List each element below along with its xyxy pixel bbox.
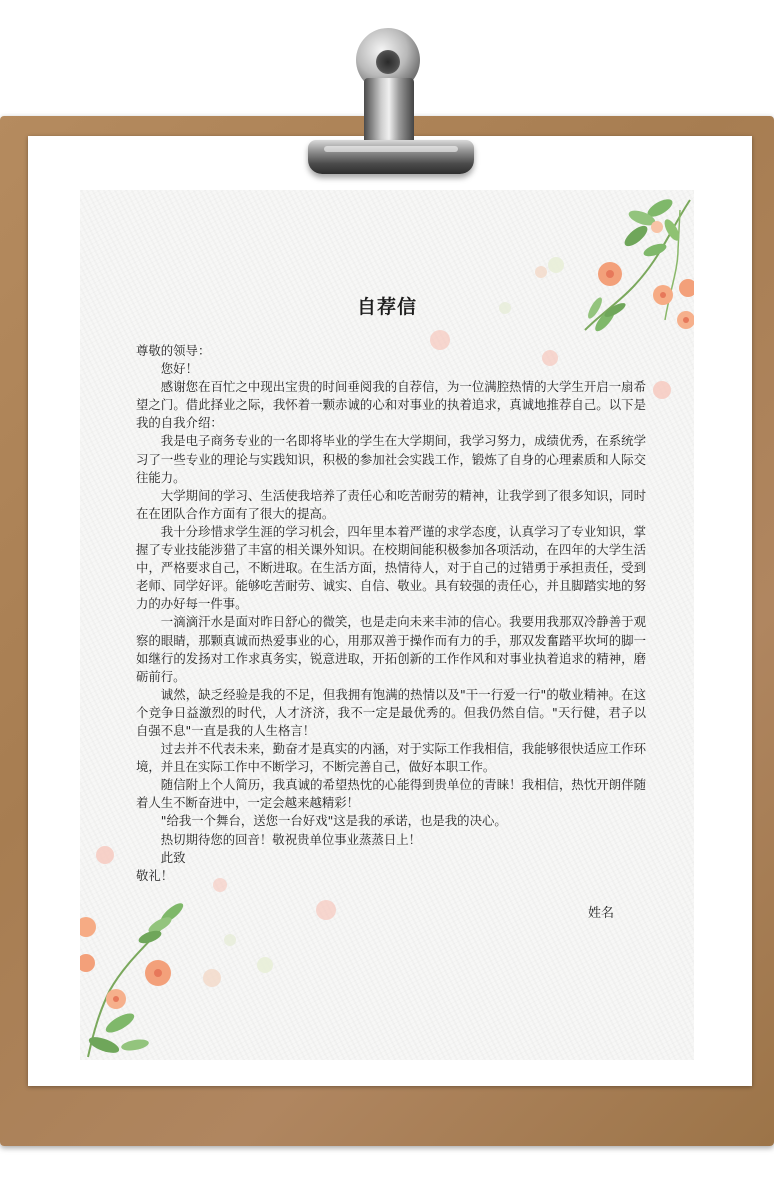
letter-title: 自荐信 xyxy=(356,296,417,318)
letter-body xyxy=(136,342,646,885)
signature: 姓名 xyxy=(588,906,615,921)
paragraph: 我是电子商务专业的一名即将毕业的学生在大学期间，我学习努力，成绩优秀，在系统学习了一些专业的理论与实践知识，积极的参加社会实践工作，锻炼了自身的心理素质和人际交往能力。 xyxy=(136,433,646,485)
binder-clip xyxy=(300,22,480,182)
flower-decoration-bottom-left xyxy=(80,895,190,1060)
paragraph: 一滴滴汗水是面对昨日舒心的微笑，也是走向未来丰沛的信心。我要用我那双冷静善于观察的眼睛，那颗真诚而热爱事业的心，用那双善于操作而有力的手，那双发奮踏平坎坷的脚一如继行的发扬对工作求真务实，锐意进取，开拓创新的工作作风和对事业执着追求的精神，磨砺前行。 xyxy=(136,614,646,684)
paragraph: 过去并不代表未来，勤奋才是真实的内涵，对于实际工作我相信，我能够很快适应工作环境，并且在实际工作中不断学习，不断完善自己，做好本职工作。 xyxy=(136,741,646,775)
paragraph: 感谢您在百忙之中现出宝贵的时间垂阅我的自荐信，为一位满腔热情的大学生开启一扇希望之门。借此择业之际，我怀着一颗赤诚的心和对事业的执着追求，真诚地推荐自己。以下是我的自我介绍： xyxy=(136,379,646,431)
paragraph: 大学期间的学习、生活使我培养了责任心和吃苦耐劳的精神，让我学到了很多知识，同时在在团队合作方面有了很大的提高。 xyxy=(136,487,646,521)
paragraph: 诚然，缺乏经验是我的不足，但我拥有饱满的热情以及"干一行爱一行"的敬业精神。在这个竞争日益激烈的时代，人才济济，我不一定是最优秀的。但我仍然自信。"天行健，君子以自强不息"一直是我的人生格言！ xyxy=(136,686,646,738)
paragraph: 此致 xyxy=(160,849,186,865)
salutation: 尊敬的领导： xyxy=(136,343,211,358)
paragraph: 我十分珍惜求学生涯的学习机会，四年里本着严谨的求学态度，认真学习了专业知识，掌握了专业技能涉猎了丰富的相关课外知识。在校期间能积极参加各项活动，在四年的大学生活中，严格要求自己，不断进取。在生活方面，热情待人，对于自己的过错勇于承担责任，受到老师、同学好评。能够吃苦耐劳、诚实、自信、敬业。具有较强的责任心，并且脚踏实地的努力的办好每一件事。 xyxy=(136,523,646,612)
greeting: 您好！ xyxy=(160,361,198,377)
clip-shine xyxy=(324,146,458,152)
paragraph: "给我一个舞台，送您一台好戏"这是我的承诺，也是我的决心。 xyxy=(160,813,507,829)
closing: 敬礼！ xyxy=(136,867,174,883)
paragraph: 热切期待您的回音！敬祝贵单位事业蒸蒸日上！ xyxy=(160,831,421,847)
clip-ring-hole xyxy=(376,50,400,74)
paragraph: 随信附上个人简历，我真诚的希望热忱的心能得到贵单位的青睐！我相信，热忱开朗伴随着人生不断奋进中，一定会越来越精彩！ xyxy=(136,777,646,811)
